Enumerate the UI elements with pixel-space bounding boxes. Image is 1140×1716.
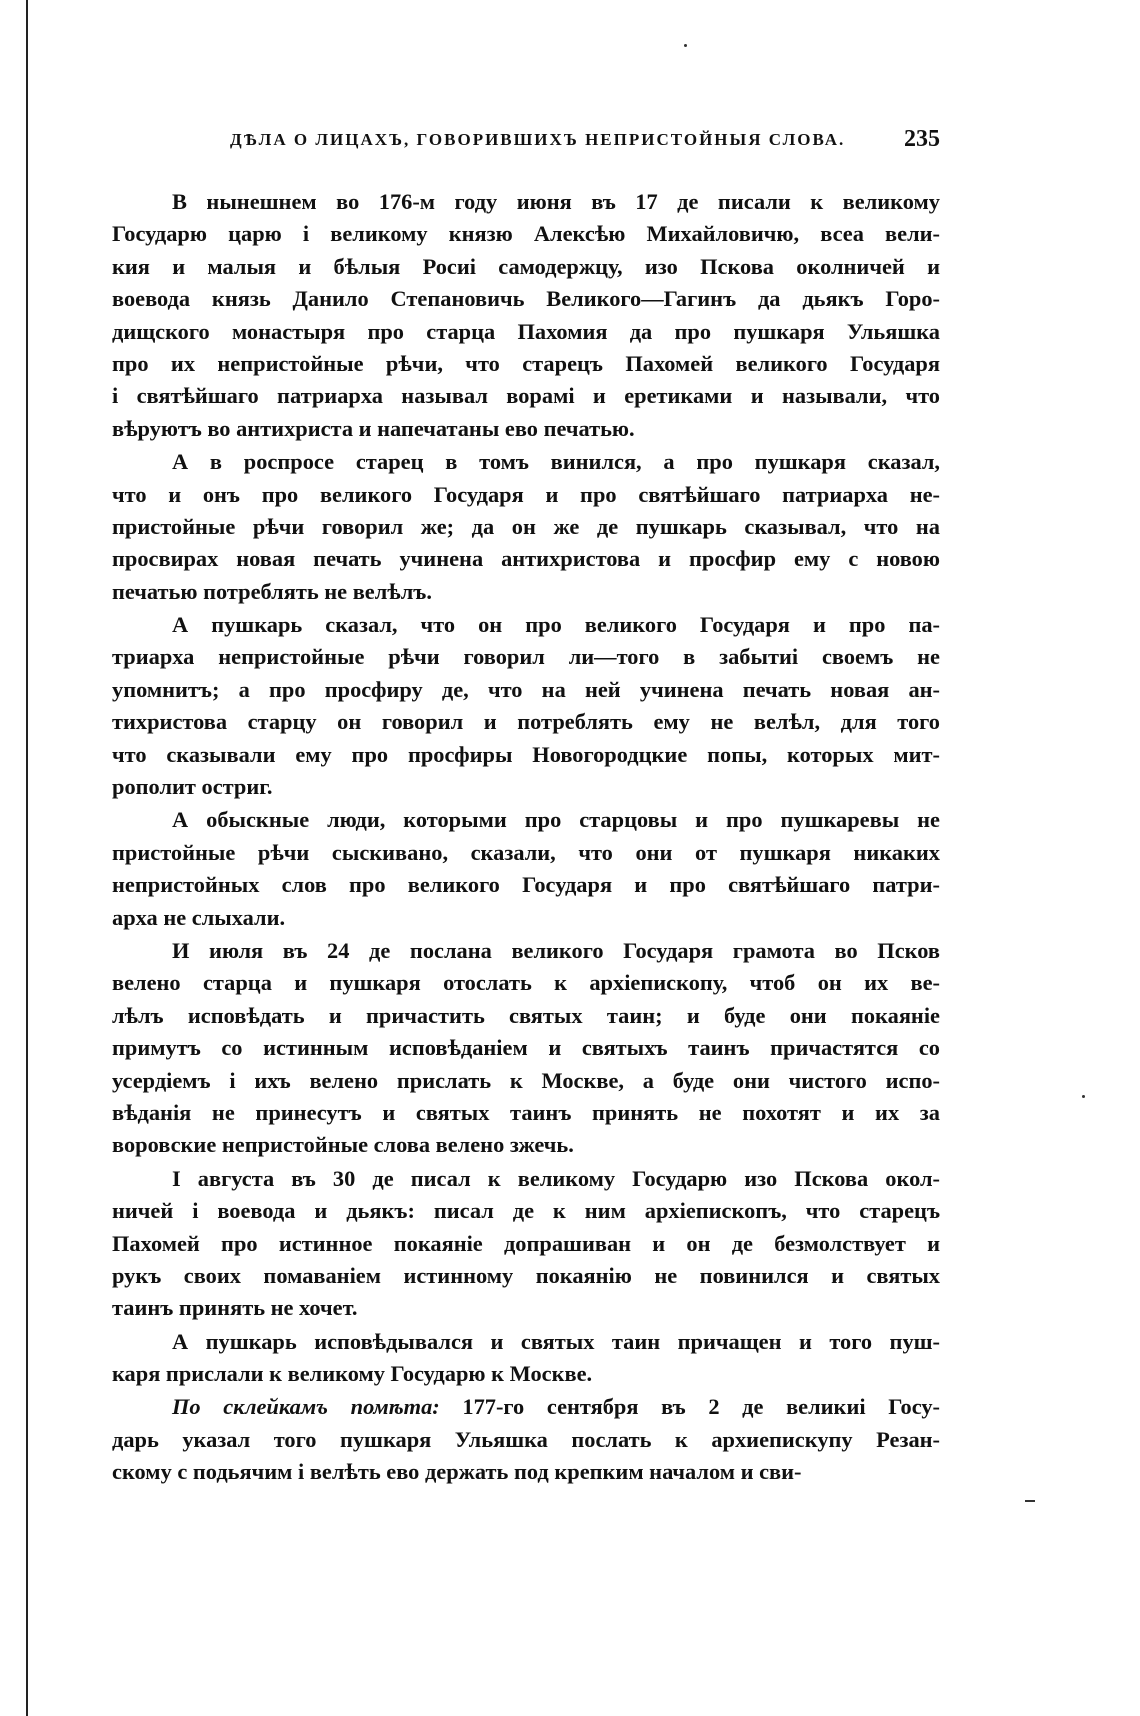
text-line: А пушкарь сказал, что он про великого Государя и про па- — [172, 612, 940, 638]
text-line: усердіемъ і ихъ велено прислать к Москве, а буде они чистого испо- — [112, 1067, 940, 1093]
paragraph — [112, 804, 940, 934]
text-line: каря прислали к великому Государю к Москве. — [112, 1361, 593, 1387]
text-line — [112, 1391, 940, 1423]
text-line: скому с подьячим і велѣть ево держать под крепким началом и сви- — [112, 1459, 802, 1485]
text-line: воевода князь Данило Степановичь Великого—Гагинъ да дьякъ Горо- — [112, 286, 940, 312]
text-line: Пахомей про истинное покаяніе допрашиван и он де безмолствует и — [112, 1230, 940, 1256]
text-line: печатью потреблять не велѣлъ. — [112, 578, 432, 604]
text-line: дищского монастыря про старца Пахомия да про пушкаря Ульяшка — [112, 318, 940, 344]
text-line: триарха непристойные рѣчи говорил ли—того в забытиі своемъ не — [112, 644, 940, 670]
text-line: А обыскные люди, которыми про старцовы и про пушкаревы не — [172, 807, 940, 833]
text-line: просвирах новая печать учинена антихристова и просфир ему с новою — [112, 546, 940, 572]
italic-note-lead: По склейкамъ помѣта: — [172, 1394, 440, 1420]
text-line: примутъ со истинным исповѣданіем и святыхъ таинъ причастятся со — [112, 1035, 940, 1061]
running-head-title: ДѢЛА О ЛИЦАХЪ, ГОВОРИВШИХЪ НЕПРИСТОЙНЫЯ СЛОВА. — [230, 130, 846, 149]
text-line: арха не слыхали. — [112, 904, 286, 930]
text-line: непристойных слов про великого Государя и про святѣйшаго патри- — [112, 872, 940, 898]
text-line: А в роспросе старец в томъ винился, а про пушкаря сказал, — [172, 449, 940, 475]
scan-speck — [1082, 1095, 1085, 1098]
body-text — [112, 186, 940, 1489]
text-line: тихристова старцу он говорил и потреблять ему не велѣл, для того — [112, 709, 940, 735]
text-line: дарь указал того пушкаря Ульяшка послать к архиепискупу Резан- — [112, 1426, 940, 1452]
text-line: рополит остриг. — [112, 774, 273, 800]
text-line: вѣданія не принесутъ и святых таинъ принять не похотят и их за — [112, 1099, 940, 1125]
text-line: Государю царю і великому князю Алексѣю Михайловичю, всеа вели- — [112, 221, 940, 247]
text-line: велено старца и пушкаря отослать к архіепископу, чтоб он их ве- — [112, 970, 940, 996]
paragraph — [112, 186, 940, 445]
text-line: і святѣйшаго патриарха называл ворамі и еретиками и называли, что — [112, 383, 940, 409]
paragraph — [112, 609, 940, 803]
text-line: таинъ принять не хочет. — [112, 1295, 358, 1321]
paragraph — [112, 935, 940, 1162]
text-line: про их непристойные рѣчи, что старецъ Пахомей великого Государя — [112, 350, 940, 376]
text-line: вѣруютъ во антихриста и напечатаны ево печатью. — [112, 415, 635, 441]
text-line: В нынешнем во 176-м году июня въ 17 де писали к великому — [172, 189, 940, 214]
text-line: пристойные рѣчи говорил же; да он же де пушкарь сказывал, что на — [112, 513, 940, 539]
text-line: что сказывали ему про просфиры Новогородцкие попы, которых мит- — [112, 741, 940, 767]
scan-edge-rule — [26, 0, 28, 1716]
paragraph — [112, 1163, 940, 1325]
text-line: лѣлъ исповѣдать и причастить святых таин; и буде они покаяніе — [112, 1002, 940, 1028]
scan-speck — [1025, 1500, 1035, 1502]
text-line: кия и малыя и бѣлыя Росиі самодержцу, изо Пскова околничей и — [112, 253, 940, 279]
running-head — [110, 126, 940, 160]
text-line: І августа въ 30 де писал к великому Государю изо Пскова окол- — [172, 1165, 940, 1191]
paragraph — [112, 1391, 940, 1488]
text-line: пристойные рѣчи сыскивано, сказали, что они от пушкаря никаких — [112, 839, 940, 865]
text-line-rest: 177-го сентября въ 2 де великиі Госу- — [439, 1394, 940, 1420]
text-line: воровские непристойные слова велено зжечь. — [112, 1132, 574, 1158]
paragraph — [112, 1326, 940, 1391]
text-line: упомнитъ; а про просфиру де, что на ней учинена печать новая ан- — [112, 676, 940, 702]
text-line: что и онъ про великого Государя и про святѣйшаго патриарха не- — [112, 481, 940, 507]
scan-speck — [684, 44, 687, 47]
page-number: 235 — [904, 126, 940, 152]
text-line: рукъ своих помаваніем истинному покаянію не повинился и святых — [112, 1262, 940, 1288]
text-line: А пушкарь исповѣдывался и святых таин причащен и того пуш- — [172, 1328, 940, 1354]
text-line: ничей і воевода и дьякъ: писал де к ним архіепископъ, что старецъ — [112, 1198, 940, 1224]
paragraph — [112, 446, 940, 608]
text-line: И июля въ 24 де послана великого Государя грамота во Псков — [172, 937, 940, 963]
